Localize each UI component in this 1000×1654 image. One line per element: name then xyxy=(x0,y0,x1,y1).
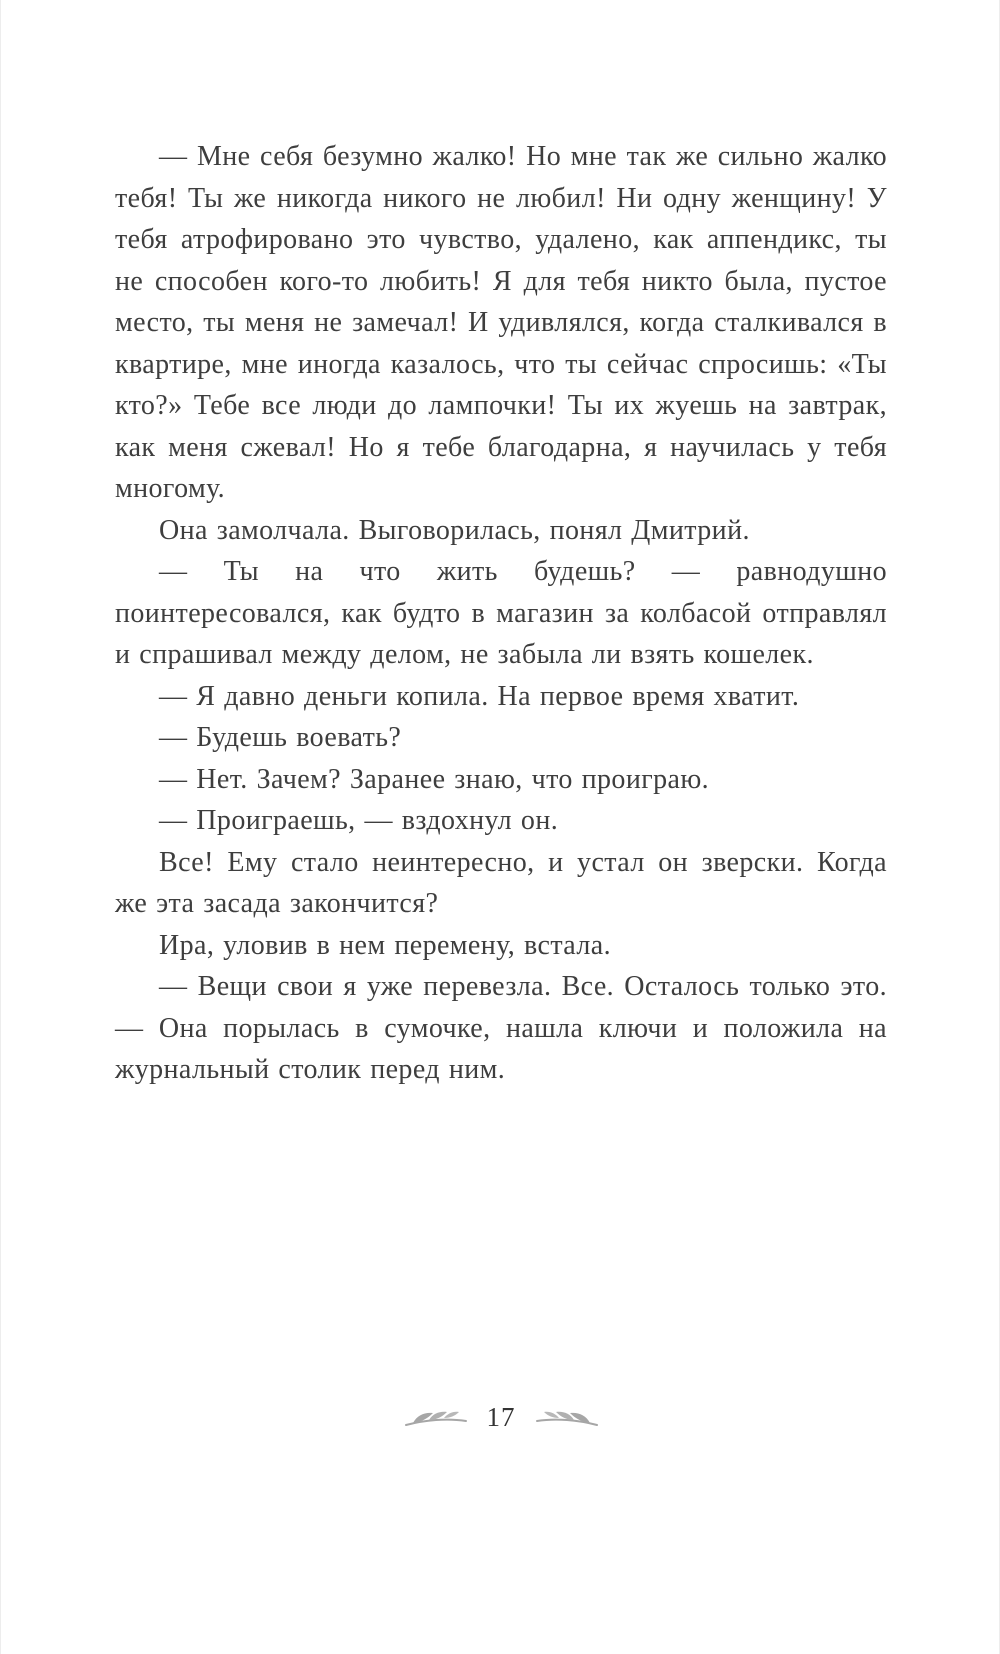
paragraph: — Я давно деньги копила. На первое время хватит. xyxy=(159,680,800,712)
paragraph: Она замолчала. Выговорилась, понял Дмитрий. xyxy=(159,514,750,546)
laurel-right-icon xyxy=(534,1405,600,1431)
paragraph: — Проиграешь, — вздохнул он. xyxy=(159,805,559,836)
paragraph: — Ты на что жить будешь? — равнодушно поинтересовался, как будто в магазин за колбасой отправлял и спрашивал между делом, не забыла ли взять кошелек. xyxy=(115,556,887,670)
paragraph: — Мне себя безумно жалко! Но мне так же сильно жалко тебя! Ты же никогда никого не любил! Ни одну женщину! У тебя атрофировано это чувство, удалено, как аппендикс, ты не способен кого-то любить! Я для тебя никто была, пустое место, ты меня не замечал! И удивлялся, когда сталкивался в квартире, мне иногда казалось, что ты сейчас спросишь: «Ты кто?» Тебе все люди до лампочки! Ты их жуешь на завтрак, как меня сжевал! Но я тебе благодарна, я научилась у тебя многому. xyxy=(115,141,887,504)
laurel-left-icon xyxy=(403,1405,469,1431)
paragraph: — Вещи свои я уже перевезла. Все. Осталось только это. — Она порылась в сумочке, нашла ключи и положила на журнальный столик перед ним. xyxy=(115,971,887,1085)
text-block xyxy=(115,136,887,1091)
paragraph: Все! Ему стало неинтересно, и устал он зверски. Когда же эта засада закончится? xyxy=(115,846,887,919)
page-footer xyxy=(115,1398,887,1438)
paragraph: — Будешь воевать? xyxy=(159,722,402,753)
paragraph: — Нет. Зачем? Заранее знаю, что проиграю. xyxy=(159,763,710,795)
page-number: 17 xyxy=(486,1401,516,1432)
paragraph: Ира, уловив в нем перемену, встала. xyxy=(159,929,611,961)
